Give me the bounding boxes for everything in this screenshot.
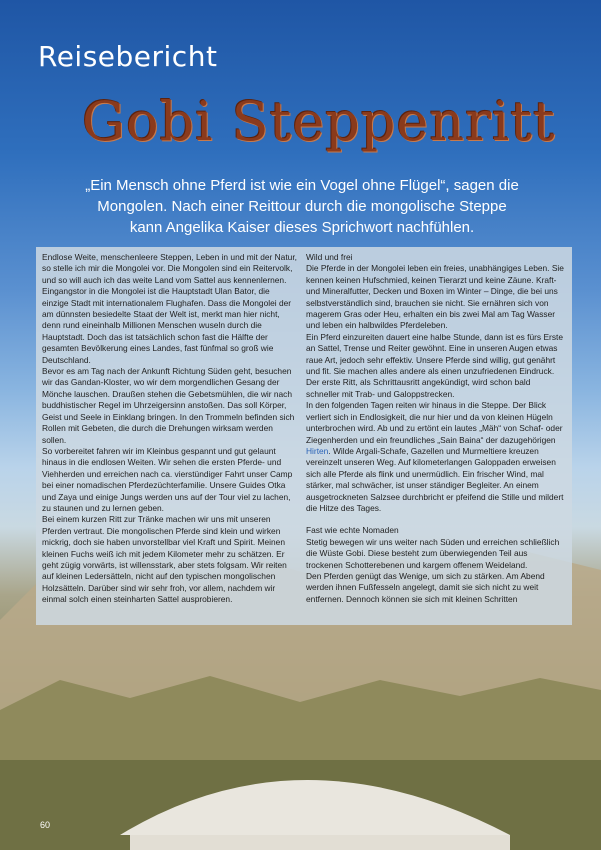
article-text-box (36, 247, 572, 625)
paragraph-text: . Wilde Argali-Schafe, Gazellen und Murmeltiere kreuzen vereinzelt unseren Weg. Auf kilometerlangen Galoppaden erweisen sich alle Pferde als flink und unermüdlich. Ein frischer Wind, mal stärker, mal schwächer, ist unser ständiger Begleiter. An einem ausgetrockneten Salzsee durchbricht er pfeifend die Stille und mildert die Hitze des Tages. (306, 445, 564, 513)
paragraph: Bevor es am Tag nach der Ankunft Richtung Süden geht, besuchen wir das Gandan-Kloster, wo wir dem morgendlichen Gesang der Mönche lauschen. Draußen stehen die Gebetsmühlen, die wir nach buddhistischer Regel im Uhrzeigersinn anstoßen. Das soll Körper, Geist und Seele in Einklang bringen. In den Trommeln befinden sich Rollen mit Gebeten, die durch die Drehungen wirksam werden sollen. (42, 366, 295, 445)
subheading: Fast wie echte Nomaden (306, 525, 399, 536)
paragraph: Den Pferden genügt das Wenige, um sich zu stärken. Am Abend werden ihnen Fußfesseln angelegt, damit sie sich nicht zu weit entfernen. Dennoch können sie sich mit kleinen Schritten (306, 570, 545, 604)
paragraph: Eingangstor in die Mongolei ist die Hauptstadt Ulan Bator, die einzige Stadt mit internationalem Flughafen. Dass die Mongolei der am dünnsten besiedelte Staat der Welt ist, merkt man hier nicht, denn rund eineinhalb Millionen Menschen wuseln durch die Hauptstadt. Doch das ist tatsächlich schon fast die Hälfte der gesamten Bevölkerung eines Landes, fast fünfmal so groß wie Deutschland. (42, 286, 292, 365)
hirten-link[interactable]: Hirten (306, 445, 329, 456)
paragraph (306, 400, 564, 514)
text-column-left (42, 252, 298, 606)
section-label: Reisebericht (38, 40, 218, 73)
yurt-wall (130, 835, 510, 850)
text-column-right (306, 252, 564, 605)
article-title: Gobi Steppenritt (82, 90, 556, 153)
paragraph: So vorbereitet fahren wir im Kleinbus gespannt und gut gelaunt hinaus in die endlosen Weiten. Wir sehen die ersten Pferde- und Viehherden und erreichen nach ca. vierstündiger Fahrt unser Camp bei einer nomadischen Pferdezüchterfamilie. Unsere Guides Otka und Zaya und einige Jungs werden uns auf der Tour viel zu lachen, zu staunen und zu lernen geben. (42, 445, 293, 513)
paragraph: Der erste Ritt, als Schrittausritt angekündigt, wird schon bald schneller mit Trab- und Galoppstrecken. (306, 377, 531, 399)
page-number: 60 (40, 820, 51, 830)
paragraph: Ein Pferd einzureiten dauert eine halbe Stunde, dann ist es fürs Erste an Sattel, Trense und Reiter gewöhnt. Eine in unseren Augen etwas raue Art, jedoch sehr effektiv. Unsere Pferde sind willig, gut genährt und fit. Sie machen alles andere als einen unzufriedenen Eindruck. (306, 331, 563, 377)
paragraph: Endlose Weite, menschenleere Steppen, Leben in und mit der Natur, so stelle ich mir die Mongolei vor. Die Mongolen sind ein Reitervolk, und so will auch ich das weite Land vom Sattel aus kennenlernen. (42, 252, 297, 285)
subheading: Wild und frei (306, 252, 353, 262)
paragraph: Die Pferde in der Mongolei leben ein freies, unabhängiges Leben. Sie kennen keinen Hufschmied, keinen Tierarzt und keine Zäune. Kraft- und Mineralfutter, Decken und Boxen im Winter – Dinge, die bei uns selbstverständlich sind, brauchen sie nicht. Sie ernähren sich von magerem Gras oder Heu, erhalten ein bis zwei Mal am Tag Wasser und leben ein halbwildes Pferdeleben. (306, 263, 564, 331)
paragraph-text: In den folgenden Tagen reiten wir hinaus in die Steppe. Der Blick verliert sich in Endlosigkeit, die nur hier und da von kleinen Hügeln unterbrochen wird. Ab und zu ertönt ein lautes „Mäh“ von Schaf- oder Ziegenherden und ein freundliches „Sain Baina“ der dazugehörigen (306, 400, 563, 445)
paragraph: Bei einem kurzen Ritt zur Tränke machen wir uns mit unseren Pferden vertraut. Die mongolischen Pferde sind klein und wirken mickrig, doch sie haben unvorstellbar viel Kraft und Spirit. Meinen kleinen Fuchs weiß ich mit jedem Kilometer mehr zu schätzen. Er geht zügig vorwärts, ist willensstark, aber stets folgsam. Wir reiten auf kleinen Ledersätteln, nicht auf den typischen mongolischen Holzsätteln. Darüber sind wir sehr froh, vor allem, nachdem wir einmal solch einen steinharten Sattel ausprobieren. (42, 514, 287, 605)
paragraph: Stetig bewegen wir uns weiter nach Süden und erreichen schließlich die Wüste Gobi. Diese besteht zum überwiegenden Teil aus trockenen Schotterebenen und kargem offenem Weideland. (306, 536, 560, 570)
article-intro: „Ein Mensch ohne Pferd ist wie ein Vogel ohne Flügel“, sagen die Mongolen. Nach einer Reittour durch die mongolische Steppe kann Angelika Kaiser dieses Sprichwort nachfühlen. (85, 177, 519, 236)
